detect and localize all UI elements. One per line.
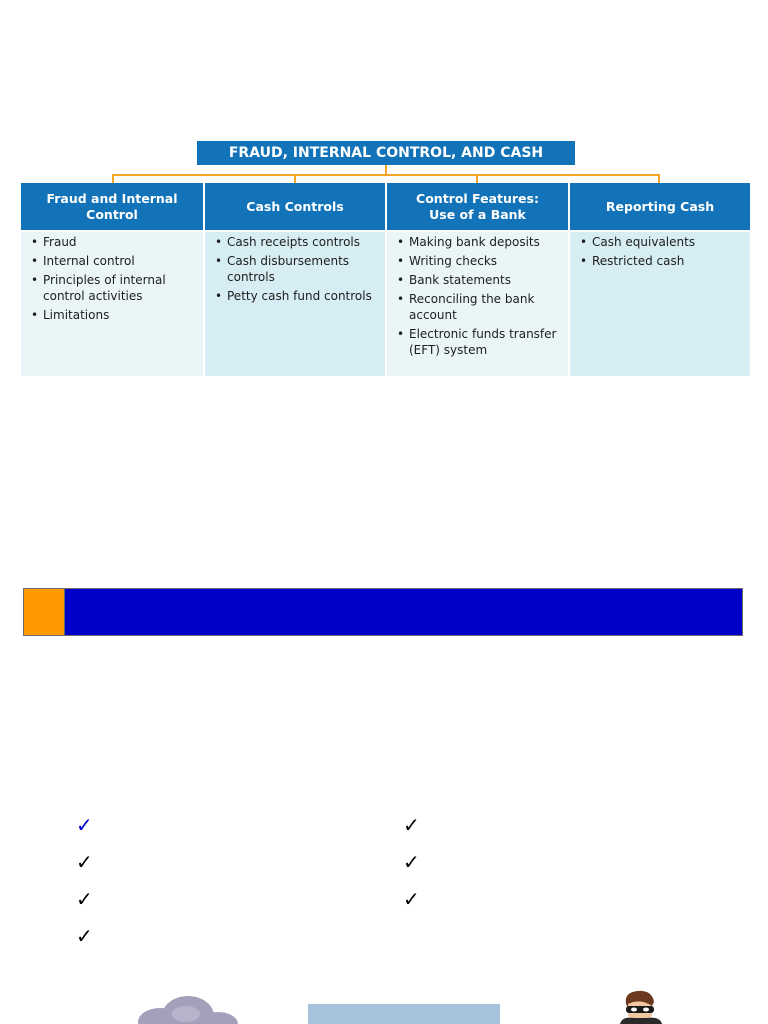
column-body-control-features bbox=[387, 232, 568, 376]
check-icon: ✓ bbox=[76, 924, 93, 948]
column-header-cash-controls bbox=[205, 183, 385, 230]
column-header-fraud-internal-control bbox=[21, 183, 203, 230]
check-icon: ✓ bbox=[76, 850, 93, 874]
column-body-reporting-cash bbox=[570, 232, 750, 376]
column-header-label: Cash Controls bbox=[246, 198, 344, 214]
connector-drop-1 bbox=[112, 174, 114, 183]
topic-list bbox=[29, 234, 197, 323]
column-body-cash-controls bbox=[205, 232, 385, 376]
topic-item: • Limitations bbox=[29, 307, 197, 323]
topic-item: • Cash equivalents bbox=[578, 234, 744, 250]
check-icon: ✓ bbox=[76, 887, 93, 911]
column-header-label: Control Features: Use of a Bank bbox=[416, 190, 539, 222]
connector-horizontal bbox=[112, 174, 660, 176]
slide-title-bar bbox=[23, 588, 743, 636]
topic-item: • Fraud bbox=[29, 234, 197, 250]
image-box bbox=[308, 1004, 500, 1024]
topic-item: • Cash disbursements controls bbox=[213, 253, 379, 285]
topic-list bbox=[395, 234, 562, 358]
column-header-reporting-cash bbox=[570, 183, 750, 230]
topic-list bbox=[578, 234, 744, 269]
topic-item: • Making bank deposits bbox=[395, 234, 562, 250]
topic-item: • Principles of internal control activities bbox=[29, 272, 197, 304]
topic-item: • Restricted cash bbox=[578, 253, 744, 269]
check-icon: ✓ bbox=[403, 887, 420, 911]
connector-drop-4 bbox=[658, 174, 660, 183]
column-header-label: Reporting Cash bbox=[605, 198, 715, 214]
title-bar-accent bbox=[24, 589, 65, 635]
topic-item: • Bank statements bbox=[395, 272, 562, 288]
topic-list bbox=[213, 234, 379, 304]
topic-item: • Cash receipts controls bbox=[213, 234, 379, 250]
topic-item: • Internal control bbox=[29, 253, 197, 269]
connector-drop-2 bbox=[294, 174, 296, 183]
cloud-image bbox=[130, 994, 240, 1024]
connector-drop-3 bbox=[476, 174, 478, 183]
check-icon: ✓ bbox=[403, 813, 420, 837]
topic-item: • Petty cash fund controls bbox=[213, 288, 379, 304]
column-header-control-features bbox=[387, 183, 568, 230]
thief-image bbox=[612, 990, 672, 1024]
check-icon: ✓ bbox=[403, 850, 420, 874]
topic-item: • Reconciling the bank account bbox=[395, 291, 562, 323]
column-body-fraud-internal-control bbox=[21, 232, 203, 376]
topic-item: • Electronic funds transfer (EFT) system bbox=[395, 326, 562, 358]
column-header-label: Fraud and Internal Control bbox=[46, 190, 178, 222]
check-icon: ✓ bbox=[76, 813, 93, 837]
topic-item: • Writing checks bbox=[395, 253, 562, 269]
diagram-title: FRAUD, INTERNAL CONTROL, AND CASH bbox=[197, 141, 575, 165]
